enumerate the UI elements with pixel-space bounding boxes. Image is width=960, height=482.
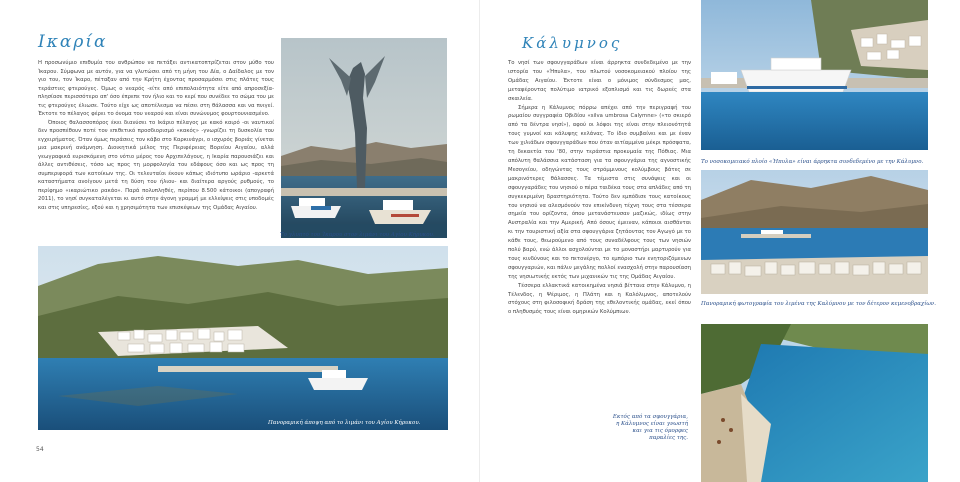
page-number: 54 — [36, 446, 44, 453]
agios-kirykos-panorama-photo — [38, 246, 448, 430]
ikaria-paragraph-2: Όποιος θαλασσοπόρος έκει διανύσει το Ικάριο πέλαγος με κακό καιρό -οι ναυτικοί δεν προσπέθουν ποτέ τον επιθετικό προσδιορισμό «κακός» -γνωρίζει τη δυσκολία του εγχειρήματος. Όταν όμως περάσεις τον κάβο στο Καρκινάγρι, ο ισχυρός βοριάς γίνεται μια μακρινή ανάμνηση. Διοικητικά μέλος της Περιφέρειας Βορείου Αιγαίου, αλλά γεωγραφικά ευρισκόμενη στο νότιο μέρος του Αρχιπελάγους, η Ικαρία παρουσιάζει και άλλες αντιθέσεις, τόσο ως προς τη μορφολογία του εδάφους όσο και ως προς τη συμπεριφορά των κατοίκων της. Οι τελευταίοι έκουν κάπως ιδιότυπο ωράριο -αρκετά καταστήματα ανοίγουν μετά τη δύση του ήλιου- και διαίτερα αργούς ρυθμούς, το περίφημο «ικαριώτικο ρακάο». Παρά πολυπληθές, περίπου 8.500 κάτοικοι (απογραφή 2011), το νησί συγκαταλέγεται κι αυτό στην άγονη γραμμή με ελλείψεις στις υποδομές και στις υπηρεσίες, εξού και η χρησιμότητα των επισκέψεων της Ομάδας Αιγαίου. — [38, 119, 274, 211]
kalymnos-harbor-boat-photo — [701, 0, 928, 150]
caption-port-panorama: Πανοραμική φωτογραφία του λιμένα της Καλύμνου με τον δέτερον κεμενοβραχίων. — [701, 301, 936, 307]
page-title-kalymnos: Κάλυμνος — [522, 34, 623, 52]
caption-beach: Εκτός από τα σφουγγάρια, η Κάλυμνος είναι γνωστή και για τις όμορφες παραλίες της. — [612, 414, 688, 441]
kalymnos-beach-photo — [701, 324, 928, 482]
ikaria-body-text — [38, 59, 274, 212]
kalymnos-paragraph-3: Τέσσερα ελλακτικά κατοικημένα νησιά βίτταια στην Κάλυμνο, η Τέλενδος, η Ψέριμος, η Πλάτη και η Καλόλιμνος, αποτελούν στόχους στη φιλοσοφική δράση της εθελοντικής ομάδας, εκεί όπου ο πληθυσμός τους είναι ομηρικών Κολύμπιων. — [508, 282, 691, 316]
caption-harbor-boat: Το νοσοκομειακό πλοίο «Ήπυλα» είναι άρρηκτα συνδεδεμένο με την Κάλυμνο. — [701, 159, 924, 165]
caption-kirykos-panorama: Πανοραμική άποψη από το λιμάνι του Αγίου Κήρυκου. — [268, 420, 421, 426]
kalymnos-port-panorama-photo — [701, 170, 928, 294]
ikaria-paragraph-1: Η προσωνύμιο επιθυμία του ανθρώπου να πετάξει αντικατοπτρίζεται στον μύθο του Ίκαρου. Σύμφωνα με αυτόν, για να γλυτώσει από τη μήνη του Δία, ο Δαίδαλος με τον γιο του, τον Ίκαρο, πέταξαν από την Κρήτη έχοντας προσαρμόσει στις πλάτες τους τεράστιες φτερούγες. Όμως ο νεαρός -είτε από επιπολαιότητα είτε από απροσεξία- πλησίασε περισσότερο απ' όσο έπρεπε τον ήλιο και το κερί που συνέδεε το σώμα του με τις φτερούγες έλιωσε. Τούτο είχε ως αποτέλεσμα να πέσει στη θάλασσα και να πνιγεί. Έκτοτε το πέλαγος φέρει το όνομα του νεαρού και είναι συνώνυμος φουρτουνιασμένο. — [38, 60, 274, 117]
caption-icarus-statue: Το γλυπτό του Ίκαρου στον λιμάνι του Αγίου Κήρυκου. — [280, 232, 435, 238]
kalymnos-paragraph-1: Το νησί των σφουγγαράδων είναι άρρηκτα συνδεδεμένο με την ιστορία του «Ήπυλα», του πλωτού νοσοκομειακού πλοίου της Ομάδας Αιγαίου. Έκτοτε είναι ο μόνιμος σύνδεσμος μας, μεταφέροντας πολύτιμο ιατρικό εξοπλισμό και τις δωρεές στα σκαιλεία. — [508, 60, 691, 102]
page-title-ikaria: Ικαρία — [38, 32, 108, 52]
icarus-statue-photo — [281, 38, 447, 238]
kalymnos-paragraph-2: Σήμερα η Κάλυμνος πόρρω απέχει από την περιγραφή του ρωμαίου συγγραφέα Οβιδίου «silva umbrosa Calymne» («το σκιερό από τα δέντρα νησί»), αφού οι λόφοι της είναι στην πλειονότητά τους γυμνοί και κάλυψης κελάνας. Το ίδιο συμβαίνει και με έναν των χιλιάδων σφουγγαράδων που όταν αιτίαμμένα μέκρι πρόσφατα, τη δεκαετία του '80, στην τεράστια προκυμαία της Πόθιας. Μια απόλυτη θαλάσσια κατάσταση για τα σφουγγάρια της αγνοστικής Μεσογείου, οδηγώντας τους στρόμμινους κολύμβους βάτες σε μακρινότερες θάλασσες. Τα τέμιστα στις συνάψεις και οι σφουγγαράδες του νησιού ο πέρα ταιδέκα τους στα απλάδες από τη συγκεκριμένη δραστηριότητα. Τούτο δεν εμπόδισε τους κατοίκους του νησιού να αλεσμόνούν τον επικίνδυνη τέχνη τους στα τέσσερα σημεία του ορίζοντα, όπου μετανάστευσαν μαζικώς, ιδίως στην Αυστραλία και την Αμερική. Από όσους έμειναν, κάποιοι αισθάνται κι την τουριστική αξία στα σφουγγάρια ζητάοντας τον Αγωγό με το κάθε τους, θεωρούμενο από τους συναδέλφους τους των νησιών πολύ βαρύ, ενώ άλλοι ασχολούνται με το μοναστήρι μαρτυρούν για τους κινδύνους και το πετονέργο, το εμπόριο των ενητοριζόμενων σφουγγαριών, και πάλιν μεγάλης πολλοί ενασχολή στην παρουσίαση της νησιωτικής εκτός των μιχανικών τις της Ομάδας Αιγαίου. — [508, 104, 691, 280]
kalymnos-body-text — [508, 59, 691, 317]
